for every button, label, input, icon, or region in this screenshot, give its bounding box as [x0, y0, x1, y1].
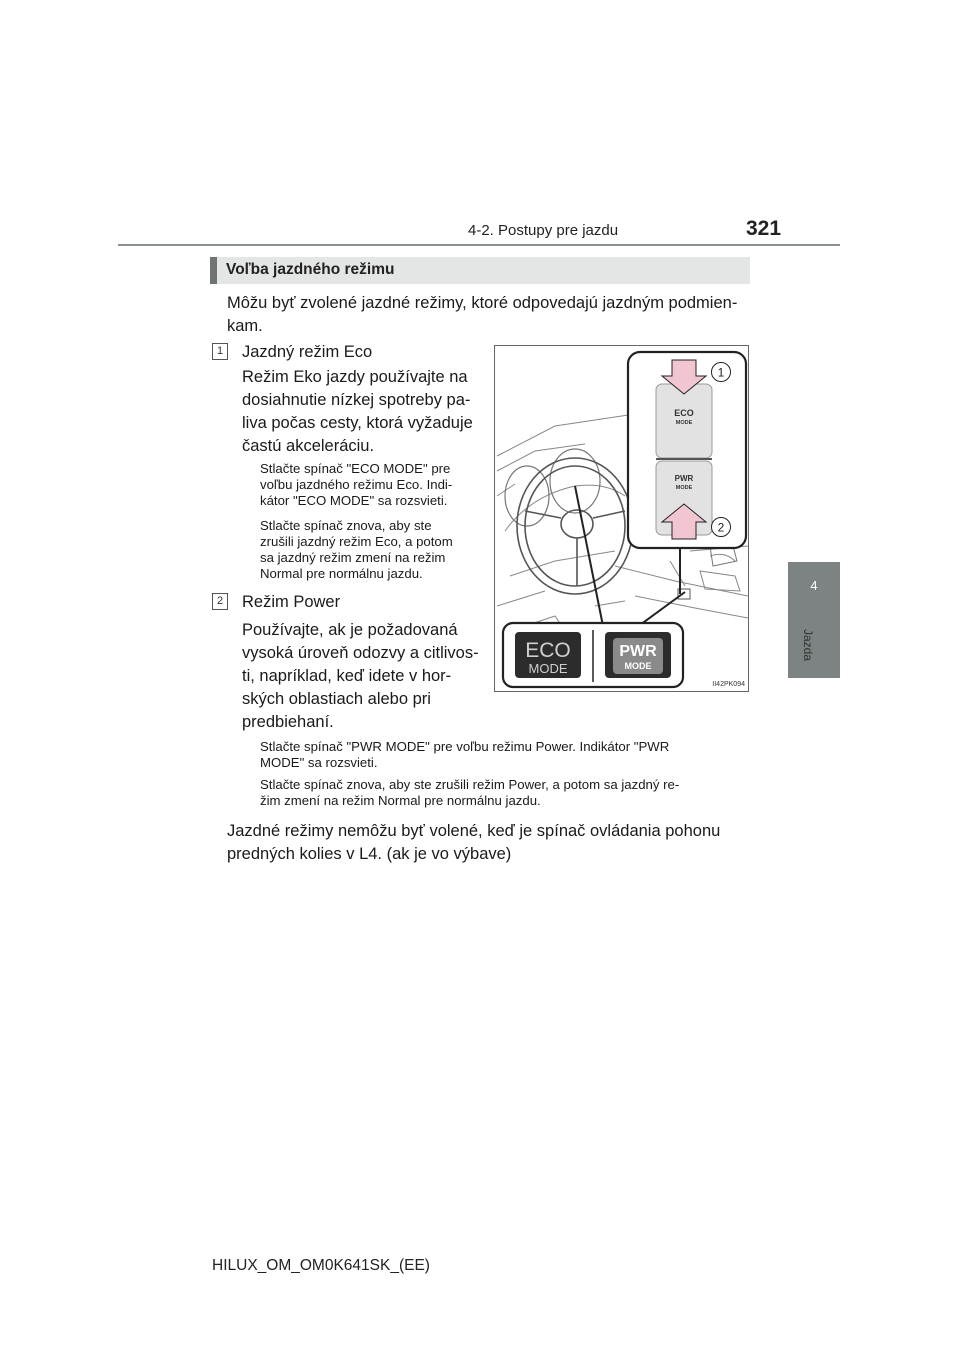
item-desc-eco-3: liva počas cesty, ktorá vyžaduje	[242, 414, 473, 432]
item-desc-power-5: predbiehaní.	[242, 713, 334, 731]
indicator-eco-label-1: ECO	[525, 639, 571, 662]
indicator-pwr-label-1: PWR	[619, 643, 657, 660]
item-desc-power-1: Používajte, ak je požadovaná	[242, 621, 458, 639]
chapter-number: 4	[810, 578, 818, 593]
note-eco-2-line-3: sa jazdný režim zmení na režim	[260, 550, 446, 565]
intro-line-1: Môžu byť zvolené jazdné režimy, ktoré odpovedajú jazdným podmien-	[227, 294, 738, 312]
note-eco-2-line-1: Stlačte spínač znova, aby ste	[260, 518, 432, 533]
switch-eco-label-2: MODE	[675, 420, 693, 426]
figure-code: II42PK094	[712, 681, 745, 688]
running-header: 4-2. Postupy pre jazdu	[468, 222, 619, 239]
section-heading-text: Voľba jazdného režimu	[226, 261, 395, 278]
item-badge-2: 2	[212, 593, 228, 610]
chapter-label-wrap	[800, 616, 830, 670]
callout-number-1: 1	[717, 365, 725, 380]
switch-eco-label-1: ECO	[674, 408, 694, 418]
item-title-power: Režim Power	[242, 593, 341, 611]
note-eco-1-line-2: voľbu jazdného režimu Eco. Indi-	[260, 477, 453, 492]
note-power-1-line-1: Stlačte spínač "PWR MODE" pre voľbu režimu Power. Indikátor "PWR	[260, 739, 670, 754]
item-desc-eco-2: dosiahnutie nízkej spotreby pa-	[242, 391, 471, 409]
indicator-eco-label-2: MODE	[528, 661, 568, 676]
item-badge-1: 1	[212, 343, 228, 360]
steering-wheel	[517, 458, 633, 594]
item-desc-eco-1: Režim Eko jazdy používajte na	[242, 368, 468, 386]
callout-number-2: 2	[717, 520, 725, 535]
switch-pwr-label-2: MODE	[675, 485, 693, 491]
note-eco-1-line-3: kátor "ECO MODE" sa rozsvieti.	[260, 493, 448, 508]
document-id: HILUX_OM_OM0K641SK_(EE)	[212, 1257, 430, 1274]
chapter-label: Jazda	[801, 628, 816, 662]
note-eco-2-line-2: zrušili jazdný režim Eco, a potom	[260, 534, 453, 549]
switch-pwr-label-1: PWR	[674, 474, 694, 483]
intro-line-2: kam.	[227, 317, 263, 335]
section-heading	[210, 257, 750, 284]
closing-line-2: predných kolies v L4. (ak je vo výbave)	[227, 845, 512, 863]
note-power-2-line-2: žim zmení na režim Normal pre normálnu jazdu.	[260, 793, 541, 808]
item-desc-power-4: ských oblastiach alebo pri	[242, 690, 431, 708]
note-power-2-line-1: Stlačte spínač znova, aby ste zrušili režim Power, a potom sa jazdný re-	[260, 777, 680, 792]
indicator-pwr-label-2: MODE	[624, 661, 652, 671]
illustration-frame	[494, 345, 749, 692]
note-eco-1-line-1: Stlačte spínač "ECO MODE" pre	[260, 461, 451, 476]
dashboard-illustration	[495, 346, 748, 691]
item-title-eco: Jazdný režim Eco	[242, 343, 373, 361]
item-desc-eco-4: častú akceleráciu.	[242, 437, 375, 455]
heading-accent-bar	[210, 257, 217, 284]
closing-line-1: Jazdné režimy nemôžu byť volené, keď je spínač ovládania pohonu	[227, 822, 721, 840]
header-rule	[118, 244, 840, 246]
item-desc-power-3: ti, napríklad, keď idete v hor-	[242, 667, 452, 685]
note-eco-2-line-4: Normal pre normálnu jazdu.	[260, 566, 423, 581]
note-power-1-line-2: MODE" sa rozsvieti.	[260, 755, 378, 770]
page-number: 321	[746, 217, 782, 240]
item-desc-power-2: vysoká úroveň odozvy a citlivos-	[242, 644, 479, 662]
